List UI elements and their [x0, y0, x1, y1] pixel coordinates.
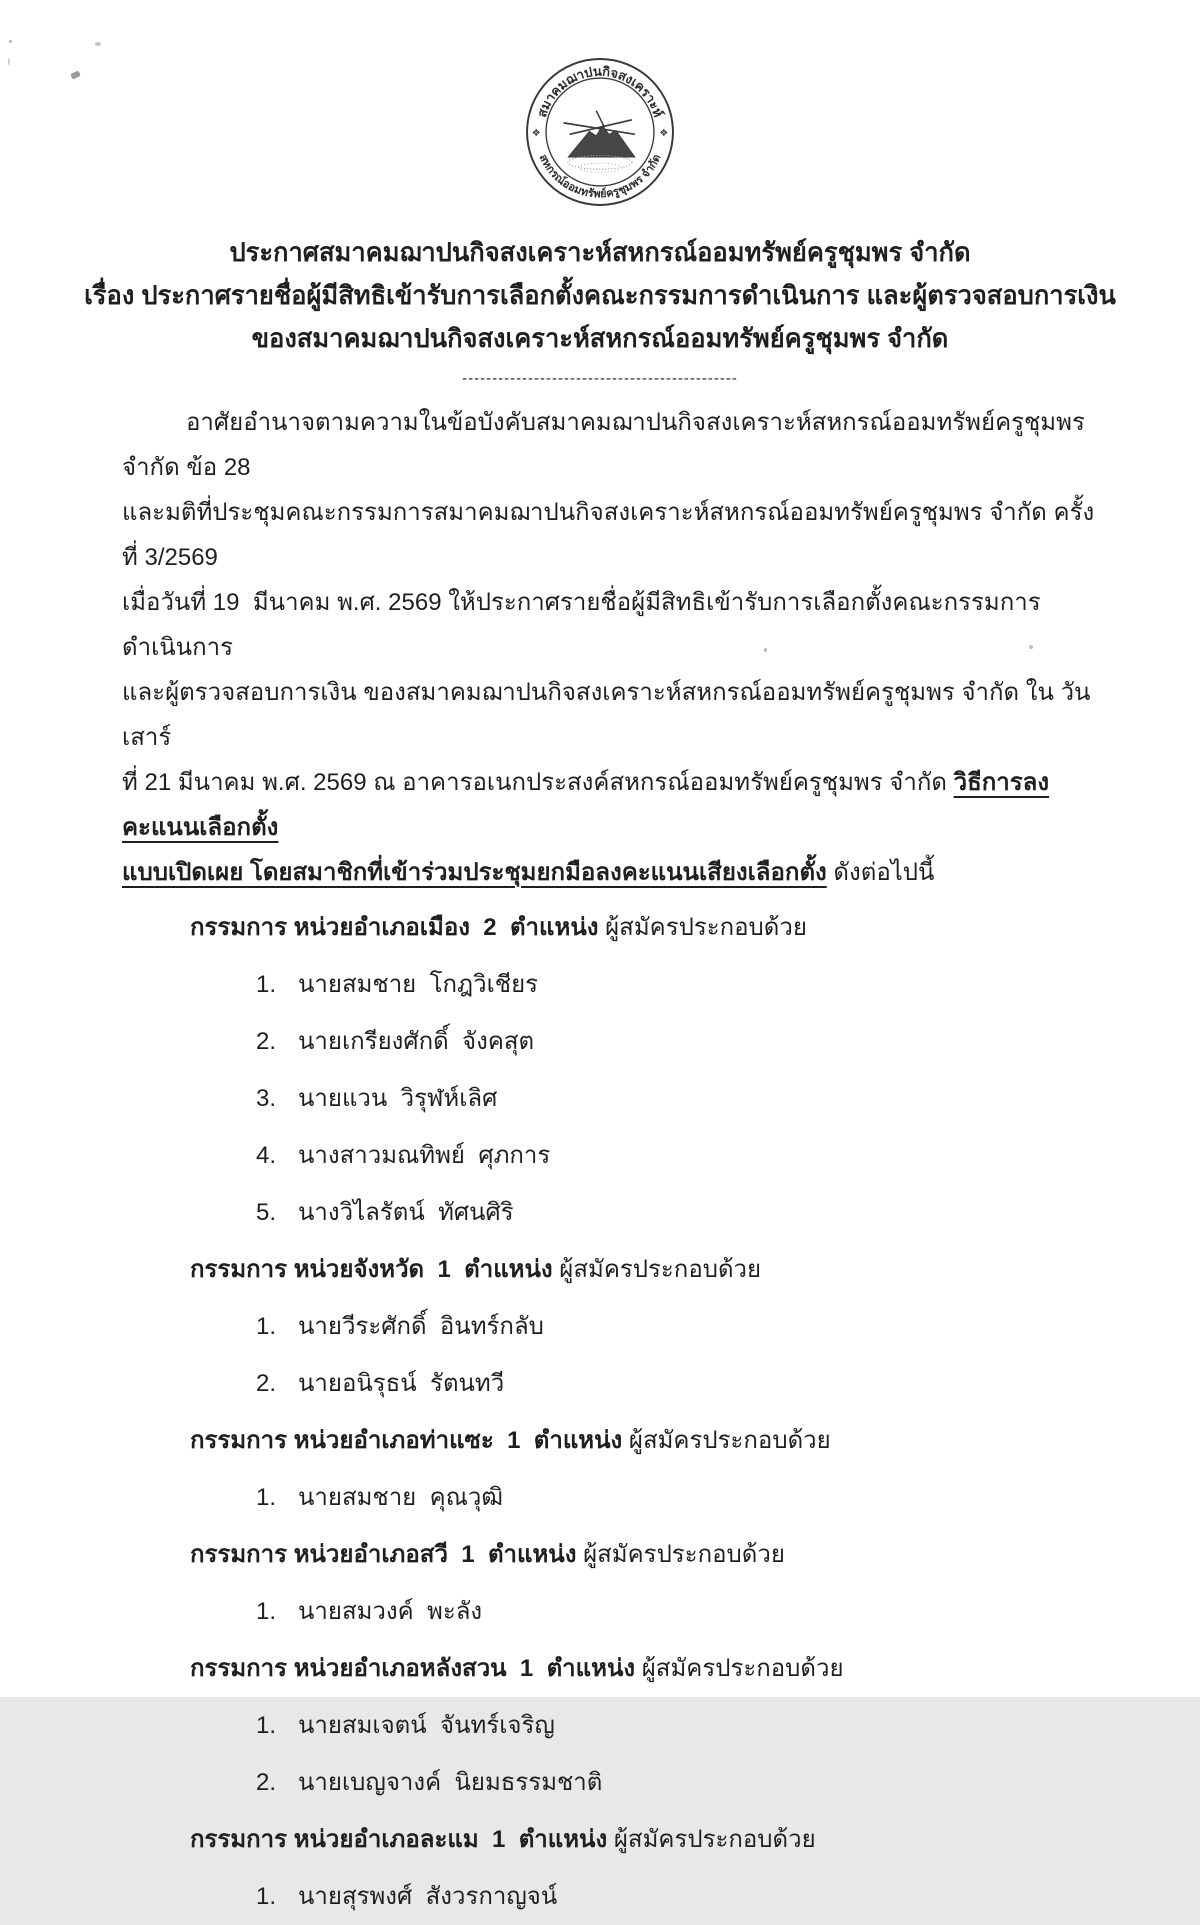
- candidate-name: นายแวน วิรุฬห์เลิศ: [298, 1085, 498, 1112]
- body-text-segment: เมื่อวันที่ 19 มีนาคม พ.ศ. 2569 ให้ประกาศรายชื่อผู้มีสิทธิเข้ารับการเลือกตั้งคณะกรรมการดำเนินการ: [122, 589, 1041, 661]
- seal-graphic: [524, 56, 676, 208]
- seal-bottom-text: สหกรณ์ออมทรัพย์ครูชุมพร จำกัด: [536, 152, 664, 201]
- candidate-number: 4.: [256, 1142, 277, 1169]
- section-heading-bold: กรรมการ หน่วยอำเภอละแม 1 ตำแหน่ง: [190, 1826, 608, 1853]
- seal-top-text: สมาคมฌาปนกิจสงเคราะห์: [533, 63, 667, 120]
- candidate-number: 2.: [256, 1769, 277, 1796]
- candidate-number: 1.: [256, 1484, 277, 1511]
- body-text-segment: อาศัยอำนาจตามความในข้อบังคับสมาคมฌาปนกิจสงเคราะห์สหกรณ์ออมทรัพย์ครูชุมพร จำกัด ข้อ 28: [122, 409, 1092, 481]
- mountain-emblem-icon: [564, 111, 635, 173]
- candidate-name: นายเกรียงศักดิ์ จังคสุต: [298, 1028, 535, 1055]
- svg-text:สหกรณ์ออมทรัพย์ครูชุมพร จำกัด: [537, 153, 664, 201]
- paragraph-line: [122, 670, 1100, 760]
- scan-artifact: [764, 648, 767, 652]
- section-heading-tail: ผู้สมัครประกอบด้วย: [552, 1256, 762, 1283]
- paragraph-line: [122, 580, 1100, 670]
- section-heading: [190, 1811, 1120, 1868]
- document-subject-line2: ของสมาคมฌาปนกิจสงเคราะห์สหกรณ์ออมทรัพย์ครูชุมพร จำกัด: [251, 325, 949, 353]
- candidate-number: 1.: [256, 1712, 277, 1739]
- paragraph-line: [122, 850, 1100, 895]
- dashed-separator: ----------------------------------------------: [462, 370, 738, 387]
- seal-ornament-left-icon: ❖: [531, 127, 541, 139]
- paragraph-line: [122, 490, 1100, 580]
- paragraph-line: [122, 760, 1100, 850]
- candidate-number: 1.: [256, 1883, 277, 1910]
- body-text-segment: ที่ 21 มีนาคม พ.ศ. 2569 ณ อาคารอเนกประสงค์สหกรณ์ออมทรัพย์ครูชุมพร จำกัด: [122, 769, 954, 796]
- emphasized-text: วิธีการลงคะแนนเลือกตั้ง: [122, 769, 1050, 841]
- association-seal: [0, 0, 1200, 208]
- section-heading-tail: ผู้สมัครประกอบด้วย: [635, 1655, 844, 1682]
- candidate-item: [190, 1469, 1120, 1526]
- section-heading-bold: กรรมการ หน่วยจังหวัด 1 ตำแหน่ง: [190, 1256, 553, 1283]
- candidate-number: 5.: [256, 1199, 277, 1226]
- candidate-number: 2.: [256, 1370, 277, 1397]
- candidate-item: [190, 1298, 1120, 1355]
- candidate-name: นายสมชาย โกฎวิเชียร: [298, 971, 539, 998]
- candidate-item: [190, 1754, 1120, 1811]
- document-title: ประกาศสมาคมฌาปนกิจสงเคราะห์สหกรณ์ออมทรัพย์ครูชุมพร จำกัด: [229, 239, 971, 267]
- section-heading-bold: กรรมการ หน่วยอำเภอหลังสวน 1 ตำแหน่ง: [190, 1655, 636, 1682]
- candidate-name: นายเบญจางค์ นิยมธรรมชาติ: [298, 1769, 603, 1796]
- candidate-name: นายสมวงค์ พะลัง: [298, 1598, 483, 1625]
- candidate-sections: [190, 899, 1120, 1925]
- section-heading: [190, 1241, 1120, 1298]
- candidate-number: 1.: [256, 1313, 277, 1340]
- announcement-paragraph: [122, 400, 1100, 895]
- candidate-item: [190, 1127, 1120, 1184]
- candidate-item: [190, 1697, 1120, 1754]
- candidate-item: [190, 1013, 1120, 1070]
- candidate-item: [190, 1070, 1120, 1127]
- body-text-segment: ดังต่อไปนี้: [826, 859, 935, 886]
- candidate-number: 1.: [256, 971, 277, 998]
- section-heading-tail: ผู้สมัครประกอบด้วย: [576, 1541, 785, 1568]
- candidate-name: นายสมชาย คุณวุฒิ: [298, 1484, 504, 1511]
- candidate-name: นายสุรพงศ์ สังวรกาญจน์: [298, 1883, 558, 1910]
- seal-ornament-right-icon: ❖: [659, 127, 669, 139]
- scan-artifact: [9, 40, 12, 43]
- section-heading-tail: ผู้สมัครประกอบด้วย: [598, 914, 807, 941]
- body-text-segment: และมติที่ประชุมคณะกรรมการสมาคมฌาปนกิจสงเคราะห์สหกรณ์ออมทรัพย์ครูชุมพร จำกัด ครั้งที่ 3/2569: [122, 499, 1095, 571]
- section-heading: [190, 1640, 1120, 1697]
- section-heading: [190, 899, 1120, 956]
- svg-text:สมาคมฌาปนกิจสงเคราะห์: [534, 64, 666, 119]
- candidate-item: [190, 1868, 1120, 1925]
- section-heading: [190, 1412, 1120, 1469]
- candidate-item: [190, 1184, 1120, 1241]
- candidate-item: [190, 1355, 1120, 1412]
- candidate-number: 3.: [256, 1085, 277, 1112]
- body-text-segment: และผู้ตรวจสอบการเงิน ของสมาคมฌาปนกิจสงเคราะห์สหกรณ์ออมทรัพย์ครูชุมพร จำกัด ใน วันเสาร์: [122, 679, 1091, 751]
- candidate-name: นายอนิรุธน์ รัตนทวี: [298, 1370, 505, 1397]
- candidate-name: นายสมเจตน์ จันทร์เจริญ: [298, 1712, 555, 1739]
- candidate-name: นางสาวมณทิพย์ ศุภการ: [298, 1142, 551, 1169]
- candidate-number: 2.: [256, 1028, 277, 1055]
- emphasized-text: แบบเปิดเผย โดยสมาชิกที่เข้าร่วมประชุมยกมือลงคะแนนเสียงเลือกตั้ง: [122, 859, 827, 886]
- candidate-name: นางวิไลรัตน์ ทัศนศิริ: [298, 1199, 514, 1226]
- scan-artifact: [95, 42, 101, 46]
- section-heading-bold: กรรมการ หน่วยอำเภอสวี 1 ตำแหน่ง: [190, 1541, 577, 1568]
- section-heading: [190, 1526, 1120, 1583]
- candidate-item: [190, 956, 1120, 1013]
- document-subject-line1: เรื่อง ประกาศรายชื่อผู้มีสิทธิเข้ารับการเลือกตั้งคณะกรรมการดำเนินการ และผู้ตรวจสอบการเงิน: [84, 282, 1116, 310]
- section-heading-tail: ผู้สมัครประกอบด้วย: [622, 1427, 831, 1454]
- scan-artifact: [1029, 645, 1033, 649]
- scan-artifact: [8, 58, 10, 65]
- candidate-name: นายวีระศักดิ์ อินทร์กลับ: [298, 1313, 544, 1340]
- candidate-number: 1.: [256, 1598, 277, 1625]
- title-block: [0, 232, 1200, 361]
- candidate-item: [190, 1583, 1120, 1640]
- section-heading-bold: กรรมการ หน่วยอำเภอท่าแซะ 1 ตำแหน่ง: [190, 1427, 623, 1454]
- section-heading-tail: ผู้สมัครประกอบด้วย: [607, 1826, 816, 1853]
- paragraph-line: [122, 400, 1100, 490]
- section-heading-bold: กรรมการ หน่วยอำเภอเมือง 2 ตำแหน่ง: [190, 914, 599, 941]
